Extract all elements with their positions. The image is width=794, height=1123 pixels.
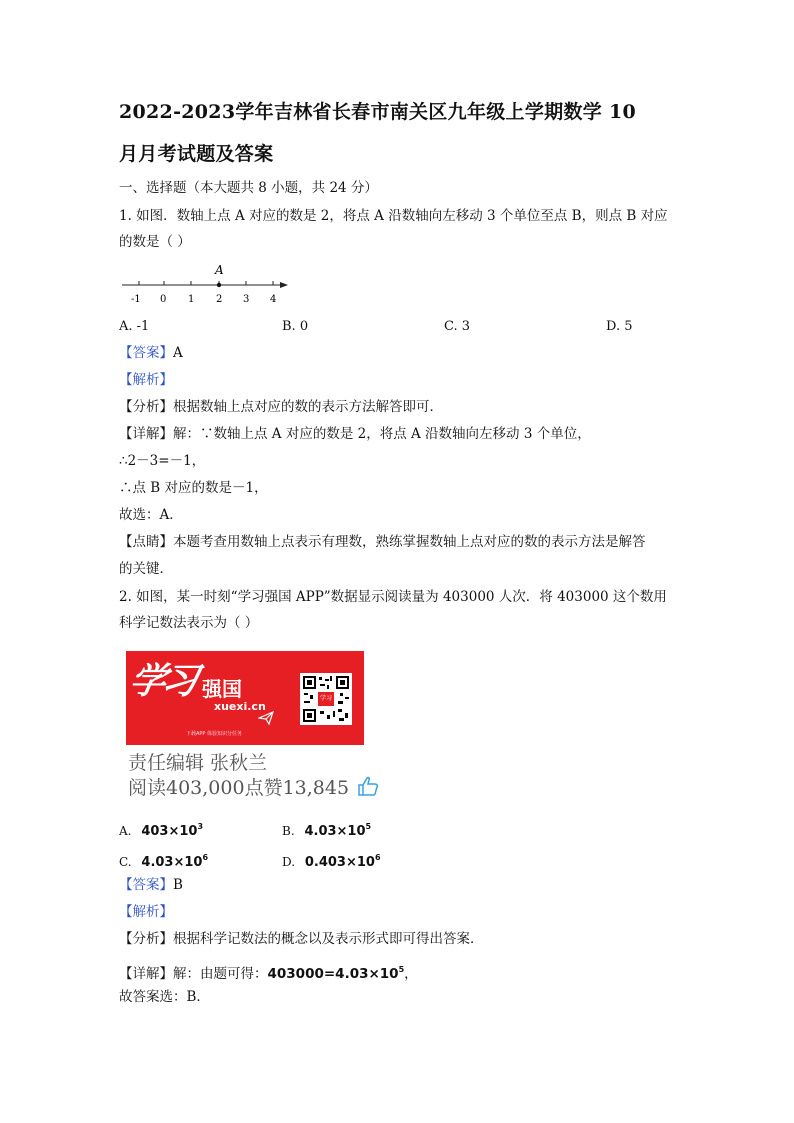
tick-label: 2 bbox=[216, 294, 223, 305]
reads-likes-text: 阅读403,000点赞13,845 bbox=[128, 777, 350, 799]
q1-option-c: C. 3 bbox=[444, 319, 471, 334]
q1-detail bbox=[119, 424, 591, 444]
q2-choice: 故答案选：B． bbox=[119, 989, 210, 1005]
fenxi-text: 根据科学记数法的概念以及表示形式即可得出答案． bbox=[173, 931, 484, 947]
option-expression bbox=[305, 855, 381, 870]
q1-stem-line1: 1. 如图．数轴上点 A 对应的数是 2，将点 A 沿数轴向左移动 3 个单位至点 B，则点 B 对应 bbox=[119, 208, 668, 224]
q1-option-b: B. 0 bbox=[282, 319, 309, 334]
q2-fenxi bbox=[119, 929, 484, 949]
paper-plane-icon bbox=[258, 711, 274, 725]
option-base: 0.403×10 bbox=[304, 855, 375, 870]
option-expression bbox=[141, 824, 203, 839]
detail-tag: 【详解】 bbox=[119, 426, 173, 442]
comment-tag: 【点睛】 bbox=[119, 534, 173, 550]
fenxi-tag: 【分析】 bbox=[119, 399, 173, 415]
qr-center-badge: 学习 bbox=[318, 692, 334, 706]
point-a-dot bbox=[217, 283, 221, 287]
option-expression bbox=[141, 855, 208, 870]
detail-expression bbox=[268, 966, 405, 982]
option-letter: D. bbox=[282, 855, 296, 869]
analysis-tag: 【解析】 bbox=[119, 372, 173, 388]
detail-prefix: 解：由题可得： bbox=[173, 966, 268, 982]
answer-tag: 【答案】 bbox=[119, 345, 173, 361]
tick-label: 3 bbox=[243, 294, 250, 305]
logo-script-text: 学习 bbox=[126, 660, 198, 702]
point-a-label: A bbox=[215, 263, 224, 277]
tick-label: -1 bbox=[131, 294, 141, 305]
fenxi-tag: 【分析】 bbox=[119, 931, 173, 947]
q1-fenxi bbox=[119, 397, 443, 417]
option-exponent: 6 bbox=[202, 853, 209, 862]
q1-step1: ∴2－3=－1， bbox=[119, 453, 206, 469]
banner-caption-stats bbox=[128, 776, 379, 799]
q2-option-a bbox=[119, 817, 203, 842]
option-exponent: 6 bbox=[374, 853, 381, 862]
q1-option-d: D. 5 bbox=[606, 319, 633, 334]
q2-analysis-heading bbox=[119, 902, 173, 922]
option-base: 4.03×10 bbox=[141, 855, 203, 870]
fenxi-text: 根据数轴上点对应的数的表示方法解答即可． bbox=[173, 399, 443, 415]
q1-option-a: A. -1 bbox=[119, 319, 150, 334]
option-base: 4.03×10 bbox=[304, 824, 366, 839]
banner-caption-editor: 责任编辑 张秋兰 bbox=[128, 752, 268, 774]
q1-comment-line1 bbox=[119, 532, 646, 552]
option-letter: A. bbox=[119, 824, 132, 838]
option-letter: C. bbox=[119, 855, 132, 869]
q2-option-b bbox=[282, 817, 371, 842]
q2-option-c bbox=[119, 848, 208, 873]
document-title-line1: 2022-2023学年吉林省长春市南关区九年级上学期数学 10 bbox=[119, 101, 637, 123]
option-expression bbox=[304, 824, 371, 839]
tick-label: 1 bbox=[188, 294, 195, 305]
q1-choice: 故选：A． bbox=[119, 507, 183, 523]
number-line-figure bbox=[118, 258, 293, 308]
q2-stem-line1: 2. 如图，某一时刻“学习强国 APP”数据显示阅读量为 403000 人次．将 403000 这个数用 bbox=[119, 589, 667, 605]
detail-tag: 【详解】 bbox=[119, 966, 173, 982]
answer-value: A bbox=[173, 345, 183, 361]
q1-stem-line2: 的数是（ ） bbox=[119, 234, 191, 250]
comment-text: 本题考查用数轴上点表示有理数，熟练掌握数轴上点对应的数的表示方法是解答 bbox=[173, 534, 646, 550]
detail-expression-exponent: 5 bbox=[398, 965, 405, 974]
logo-text: 强国 bbox=[202, 677, 242, 701]
q1-analysis-heading bbox=[119, 370, 173, 390]
thumbs-up-icon bbox=[357, 776, 379, 796]
option-exponent: 3 bbox=[197, 822, 204, 831]
qr-code bbox=[300, 673, 352, 725]
option-base: 403×10 bbox=[141, 824, 198, 839]
q2-option-d bbox=[282, 848, 381, 873]
detail-text: 解：∵数轴上点 A 对应的数是 2，将点 A 沿数轴向左移动 3 个单位， bbox=[173, 426, 591, 442]
tick-label: 4 bbox=[270, 294, 277, 305]
xuexi-banner-image bbox=[126, 651, 364, 745]
q1-answer bbox=[119, 343, 183, 363]
q1-step2: ∴点 B 对应的数是－1， bbox=[119, 480, 268, 496]
analysis-tag: 【解析】 bbox=[119, 904, 173, 920]
logo-site: xuexi.cn bbox=[214, 700, 266, 713]
answer-value: B bbox=[173, 877, 183, 893]
banner-small-text: 下载APP 体验知识分任务 bbox=[186, 731, 243, 737]
q2-detail bbox=[119, 960, 418, 984]
document-title-line2: 月月考试题及答案 bbox=[119, 143, 274, 165]
tick-label: 0 bbox=[160, 294, 167, 305]
section-heading: 一、选择题（本大题共 8 小题，共 24 分） bbox=[119, 180, 378, 196]
option-exponent: 5 bbox=[365, 822, 372, 831]
q2-stem-line2: 科学记数法表示为（ ） bbox=[119, 615, 259, 631]
answer-tag: 【答案】 bbox=[119, 877, 173, 893]
number-line-arrow bbox=[280, 282, 288, 288]
q1-comment-line2: 的关键． bbox=[119, 561, 173, 577]
detail-expression-base: 403000=4.03×10 bbox=[267, 966, 399, 982]
option-letter: B. bbox=[282, 824, 295, 838]
q2-answer bbox=[119, 875, 183, 895]
detail-suffix: ， bbox=[404, 966, 418, 982]
